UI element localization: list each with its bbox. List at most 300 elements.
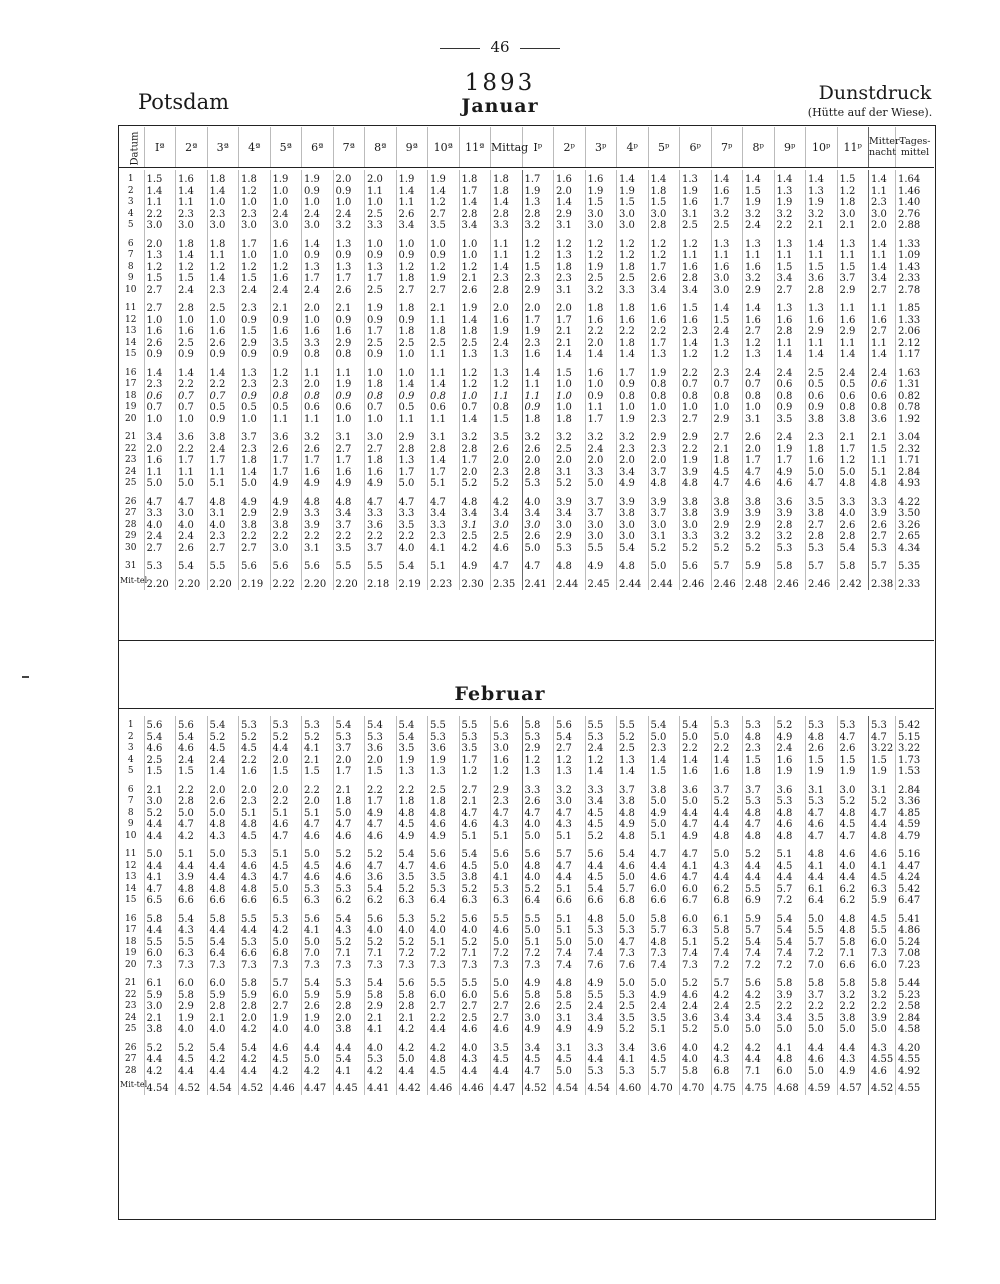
value-cell: 1.3 (428, 766, 460, 778)
value-cell: 1.7 (270, 467, 302, 479)
value-cell: 1.4 (617, 349, 649, 361)
value-cell: 3.04 (896, 425, 935, 444)
value-cell: 5.7 (711, 554, 743, 573)
value-cell: 4.8 (207, 819, 239, 831)
value-cell: 5.9 (239, 990, 271, 1002)
value-cell: 3.3 (365, 508, 397, 520)
mean-cell: 4.46 (459, 1077, 491, 1095)
value-cell: 4.9 (837, 1066, 869, 1078)
value-cell: 2.9 (491, 778, 523, 797)
value-cell: 1.33 (896, 232, 935, 251)
januar-row (118, 554, 934, 573)
column-header: 11ª (459, 127, 491, 168)
value-cell: 2.6 (207, 796, 239, 808)
value-cell: 1.0 (585, 379, 617, 391)
value-cell: 1.7 (396, 467, 428, 479)
value-cell: 1.7 (648, 338, 680, 350)
value-cell: 5.3 (491, 884, 523, 896)
value-cell: 2.0 (302, 379, 334, 391)
value-cell: 2.5 (459, 1013, 491, 1025)
value-cell: 5.2 (522, 884, 554, 896)
value-cell: 5.1 (270, 842, 302, 861)
value-cell: 2.3 (711, 361, 743, 380)
date-cell: 27 (125, 508, 137, 518)
value-cell: 2.5 (806, 361, 838, 380)
value-cell: 5.2 (459, 884, 491, 896)
station-name: Potsdam (138, 90, 230, 114)
mean-cell: 2.38 (869, 573, 896, 591)
mean-cell: 4.70 (680, 1077, 712, 1095)
value-cell: 1.1 (428, 349, 460, 361)
value-cell: 5.1 (302, 808, 334, 820)
value-cell: 2.4 (176, 285, 208, 297)
value-cell: 4.8 (806, 732, 838, 744)
value-cell: 7.0 (302, 948, 334, 960)
value-cell: 5.23 (896, 990, 935, 1002)
value-cell: 5.1 (648, 831, 680, 843)
value-cell: 3.7 (648, 508, 680, 520)
value-cell: 3.4 (491, 508, 523, 520)
value-cell: 3.7 (585, 490, 617, 509)
value-cell: 5.5 (428, 716, 460, 732)
value-cell: 5.5 (585, 543, 617, 555)
value-cell: 4.4 (144, 861, 176, 873)
page-number: 46 (0, 38, 1000, 56)
value-cell: 3.9 (711, 508, 743, 520)
year-heading: 1893 (464, 70, 536, 96)
value-cell: 3.5 (428, 220, 460, 232)
januar-row (118, 273, 934, 285)
value-cell: 1.8 (333, 796, 365, 808)
value-cell: 4.7 (554, 808, 586, 820)
value-cell: 3.7 (617, 778, 649, 797)
value-cell: 2.33 (896, 273, 935, 285)
value-cell: 2.5 (711, 220, 743, 232)
februar-row (118, 861, 934, 873)
value-cell: 1.3 (680, 170, 712, 186)
value-cell: 5.3 (869, 543, 896, 555)
value-cell: 4.5 (176, 1054, 208, 1066)
value-cell: 4.8 (617, 808, 649, 820)
value-cell: 4.4 (743, 1054, 775, 1066)
value-cell: 1.5 (176, 766, 208, 778)
value-cell: 1.0 (302, 197, 334, 209)
value-cell: 0.9 (365, 315, 397, 327)
value-cell: 5.3 (239, 842, 271, 861)
value-cell: 1.5 (239, 273, 271, 285)
value-cell: 5.4 (648, 716, 680, 732)
mean-cell: 4.41 (365, 1077, 397, 1095)
value-cell: 4.4 (333, 1036, 365, 1055)
value-cell: 3.2 (522, 220, 554, 232)
value-cell: 1.5 (743, 755, 775, 767)
value-cell: 3.2 (585, 425, 617, 444)
value-cell: 1.1 (522, 379, 554, 391)
value-cell: 3.5 (396, 520, 428, 532)
value-cell: 3.0 (585, 220, 617, 232)
value-cell: 4.1 (491, 872, 523, 884)
value-cell: 2.2 (270, 796, 302, 808)
value-cell: 3.8 (680, 490, 712, 509)
value-cell: 2.9 (711, 520, 743, 532)
value-cell: 1.5 (680, 296, 712, 315)
value-cell: 6.0 (428, 990, 460, 1002)
value-cell: 5.0 (396, 1054, 428, 1066)
value-cell: 5.0 (491, 861, 523, 873)
value-cell: 1.6 (333, 326, 365, 338)
value-cell: 2.2 (680, 361, 712, 380)
value-cell: 5.3 (396, 907, 428, 926)
value-cell: 2.2 (617, 326, 649, 338)
value-cell: 1.9 (774, 444, 806, 456)
value-cell: 4.8 (837, 907, 869, 926)
value-cell: 2.5 (617, 743, 649, 755)
value-cell: 6.6 (239, 895, 271, 907)
value-cell: 4.3 (239, 872, 271, 884)
value-cell: 1.5 (270, 766, 302, 778)
value-cell: 0.5 (270, 402, 302, 414)
value-cell: 1.4 (428, 455, 460, 467)
value-cell: 2.3 (617, 444, 649, 456)
value-cell: 6.6 (239, 948, 271, 960)
value-cell: 2.4 (270, 285, 302, 297)
value-cell: 5.6 (491, 842, 523, 861)
februar-row (118, 819, 934, 831)
value-cell: 2.4 (743, 361, 775, 380)
mean-cell: 4.52 (522, 1077, 554, 1095)
value-cell: 2.0 (239, 1013, 271, 1025)
date-cell: 23 (125, 455, 137, 465)
value-cell: 2.84 (896, 467, 935, 479)
value-cell: 5.3 (333, 732, 365, 744)
value-cell: 4.79 (896, 831, 935, 843)
value-cell: 1.8 (554, 414, 586, 426)
value-cell: 4.2 (711, 990, 743, 1002)
value-cell: 5.3 (585, 1066, 617, 1078)
value-cell: 5.42 (896, 716, 935, 732)
value-cell: 1.2 (680, 232, 712, 251)
value-cell: 2.9 (239, 338, 271, 350)
value-cell: 3.4 (648, 285, 680, 297)
value-cell: 5.7 (743, 925, 775, 937)
februar-row (118, 1001, 934, 1013)
value-cell: 3.4 (333, 508, 365, 520)
value-cell: 5.4 (396, 716, 428, 732)
date-cell: 30 (125, 542, 137, 553)
value-cell: 5.2 (459, 478, 491, 490)
mean-cell: 4.46 (428, 1077, 460, 1095)
value-cell: 4.7 (144, 490, 176, 509)
value-cell: 2.3 (239, 209, 271, 221)
value-cell: 1.0 (428, 232, 460, 251)
column-header: 2ª (176, 127, 208, 168)
mean-cell: 2.22 (270, 573, 302, 591)
value-cell: 1.8 (428, 326, 460, 338)
value-cell: 4.2 (302, 1066, 334, 1078)
value-cell: 2.3 (648, 414, 680, 426)
value-cell: 2.0 (333, 755, 365, 767)
date-cell: 19 (125, 402, 137, 412)
value-cell: 4.0 (365, 1036, 397, 1055)
value-cell: 5.9 (869, 895, 896, 907)
value-cell: 5.0 (585, 937, 617, 949)
value-cell: 5.2 (270, 732, 302, 744)
value-cell: 4.1 (617, 1054, 649, 1066)
value-cell: 3.6 (365, 872, 397, 884)
value-cell: 3.6 (680, 778, 712, 797)
value-cell: 5.3 (491, 732, 523, 744)
value-cell: 1.7 (270, 455, 302, 467)
value-cell: 4.7 (396, 861, 428, 873)
februar-row (118, 948, 934, 960)
mean-cell: 4.60 (617, 1077, 649, 1095)
value-cell: 7.1 (743, 1066, 775, 1078)
value-cell: 2.1 (837, 220, 869, 232)
value-cell: 4.0 (837, 861, 869, 873)
value-cell: 4.4 (711, 872, 743, 884)
value-cell: 0.9 (239, 315, 271, 327)
value-cell: 1.1 (743, 250, 775, 262)
value-cell: 2.7 (869, 326, 896, 338)
value-cell: 4.6 (837, 842, 869, 861)
value-cell: 5.5 (459, 971, 491, 990)
value-cell: 5.7 (774, 884, 806, 896)
value-cell: 4.2 (743, 1036, 775, 1055)
column-header: 2ᵖ (554, 127, 586, 168)
value-cell: 0.8 (365, 391, 397, 403)
value-cell: 5.0 (617, 872, 649, 884)
value-cell: 3.3 (302, 338, 334, 350)
value-cell: 5.0 (806, 907, 838, 926)
value-cell: 6.0 (869, 937, 896, 949)
value-cell: 2.0 (365, 170, 397, 186)
value-cell: 5.6 (680, 554, 712, 573)
value-cell: 5.4 (207, 937, 239, 949)
value-cell: 1.2 (459, 262, 491, 274)
value-cell: 0.8 (302, 349, 334, 361)
value-cell: 4.0 (459, 1036, 491, 1055)
value-cell: 5.1 (869, 467, 896, 479)
value-cell: 4.59 (896, 819, 935, 831)
value-cell: 1.0 (239, 197, 271, 209)
value-cell: 1.53 (896, 766, 935, 778)
value-cell: 5.3 (585, 732, 617, 744)
value-cell: 2.7 (207, 543, 239, 555)
value-cell: 4.7 (680, 842, 712, 861)
value-cell: 0.9 (144, 349, 176, 361)
column-header: 3ᵖ (585, 127, 617, 168)
value-cell: 4.20 (896, 1036, 935, 1055)
value-cell: 3.2 (837, 990, 869, 1002)
value-cell: 2.9 (554, 531, 586, 543)
value-cell: 1.6 (144, 455, 176, 467)
value-cell: 2.9 (270, 508, 302, 520)
value-cell: 2.0 (522, 455, 554, 467)
value-cell: 7.3 (617, 948, 649, 960)
value-cell: 4.3 (491, 819, 523, 831)
januar-row (118, 379, 934, 391)
value-cell: 2.4 (774, 361, 806, 380)
value-cell: 1.4 (207, 361, 239, 380)
value-cell: 0.9 (428, 250, 460, 262)
value-cell: 5.2 (743, 842, 775, 861)
value-cell: 1.7 (239, 232, 271, 251)
value-cell: 1.1 (869, 455, 896, 467)
value-cell: 5.6 (302, 907, 334, 926)
value-cell: 4.4 (270, 743, 302, 755)
value-cell: 6.3 (176, 948, 208, 960)
value-cell: 3.36 (896, 796, 935, 808)
value-cell: 0.5 (396, 402, 428, 414)
value-cell: 2.0 (270, 755, 302, 767)
column-header: 10ᵖ (806, 127, 838, 168)
value-cell: 4.0 (522, 872, 554, 884)
mean-cell: 2.46 (680, 573, 712, 591)
value-cell: 2.4 (333, 209, 365, 221)
value-cell: 2.9 (396, 425, 428, 444)
value-cell: 6.6 (554, 895, 586, 907)
value-cell: 3.6 (365, 743, 397, 755)
value-cell: 1.5 (648, 766, 680, 778)
value-cell: 5.1 (554, 925, 586, 937)
value-cell: 3.2 (869, 990, 896, 1002)
value-cell: 4.0 (522, 819, 554, 831)
value-cell: 1.0 (176, 315, 208, 327)
value-cell: 5.24 (896, 937, 935, 949)
value-cell: 1.5 (144, 766, 176, 778)
value-cell: 4.0 (680, 1036, 712, 1055)
value-cell: 4.9 (396, 831, 428, 843)
value-cell: 1.4 (806, 232, 838, 251)
value-cell: 1.3 (491, 349, 523, 361)
date-cell: 28 (125, 519, 137, 530)
value-cell: 5.4 (774, 937, 806, 949)
value-cell: 1.3 (774, 232, 806, 251)
value-cell: 2.6 (522, 531, 554, 543)
value-cell: 1.5 (648, 197, 680, 209)
value-cell: 2.3 (869, 197, 896, 209)
value-cell: 4.1 (428, 543, 460, 555)
value-cell: 3.1 (207, 508, 239, 520)
value-cell: 5.4 (302, 971, 334, 990)
value-cell: 3.5 (270, 338, 302, 350)
date-cell: 18 (125, 936, 137, 947)
value-cell: 5.4 (333, 907, 365, 926)
value-cell: 1.8 (365, 379, 397, 391)
value-cell: 5.2 (365, 842, 397, 861)
value-cell: 2.8 (207, 1001, 239, 1013)
value-cell: 2.8 (522, 209, 554, 221)
value-cell: 2.5 (459, 338, 491, 350)
value-cell: 5.1 (459, 831, 491, 843)
value-cell: 2.9 (365, 1001, 397, 1013)
value-cell: 2.5 (585, 273, 617, 285)
date-cell: 8 (127, 261, 134, 272)
value-cell: 1.4 (459, 197, 491, 209)
value-cell: 2.6 (333, 285, 365, 297)
value-cell: 2.9 (554, 209, 586, 221)
value-cell: 4.2 (239, 1024, 271, 1036)
value-cell: 0.5 (239, 402, 271, 414)
value-cell: 4.9 (585, 971, 617, 990)
januar-row (118, 455, 934, 467)
column-header: Tages-mittel (896, 127, 935, 168)
value-cell: 4.5 (396, 819, 428, 831)
value-cell: 2.0 (144, 444, 176, 456)
month-heading-januar: Januar (461, 95, 539, 117)
value-cell: 1.7 (522, 170, 554, 186)
value-cell: 1.9 (333, 379, 365, 391)
value-cell: 6.3 (302, 895, 334, 907)
value-cell: 4.1 (144, 872, 176, 884)
mean-cell: 2.20 (333, 573, 365, 591)
value-cell: 4.4 (207, 925, 239, 937)
value-cell: 3.4 (428, 508, 460, 520)
value-cell: 4.9 (617, 478, 649, 490)
value-cell: 4.8 (648, 937, 680, 949)
value-cell: 5.0 (554, 937, 586, 949)
value-cell: 2.2 (239, 755, 271, 767)
value-cell: 1.1 (428, 315, 460, 327)
value-cell: 3.1 (869, 778, 896, 797)
value-cell: 4.2 (144, 1066, 176, 1078)
februar-row (118, 895, 934, 907)
value-cell: 0.8 (648, 391, 680, 403)
value-cell: 4.1 (302, 925, 334, 937)
value-cell: 5.8 (680, 1066, 712, 1078)
value-cell: 7.3 (270, 960, 302, 972)
value-cell: 4.7 (680, 872, 712, 884)
value-cell: 5.4 (554, 732, 586, 744)
value-cell: 3.0 (302, 220, 334, 232)
value-cell: 3.0 (176, 508, 208, 520)
value-cell: 3.5 (774, 414, 806, 426)
value-cell: 4.9 (365, 478, 397, 490)
value-cell: 0.9 (585, 391, 617, 403)
mean-cell: 2.44 (617, 573, 649, 591)
value-cell: 3.5 (396, 872, 428, 884)
value-cell: 5.7 (648, 1066, 680, 1078)
value-cell: 1.8 (585, 296, 617, 315)
value-cell: 4.4 (711, 808, 743, 820)
mean-cell: 2.18 (365, 573, 397, 591)
value-cell: 1.4 (144, 361, 176, 380)
value-cell: 0.7 (711, 379, 743, 391)
value-cell: 1.8 (396, 296, 428, 315)
value-cell: 1.5 (806, 755, 838, 767)
value-cell: 1.4 (428, 186, 460, 198)
value-cell: 0.8 (711, 391, 743, 403)
value-cell: 7.1 (333, 948, 365, 960)
value-cell: 2.8 (806, 531, 838, 543)
value-cell: 1.0 (711, 402, 743, 414)
value-cell: 7.2 (396, 948, 428, 960)
value-cell: 1.33 (896, 315, 935, 327)
value-cell: 1.4 (176, 250, 208, 262)
value-cell: 5.4 (176, 554, 208, 573)
value-cell: 5.6 (459, 907, 491, 926)
column-header: 6ª (302, 127, 334, 168)
date-cell: 16 (125, 367, 137, 378)
value-cell: 5.4 (207, 1036, 239, 1055)
value-cell: 4.8 (806, 842, 838, 861)
value-cell: 4.4 (207, 1066, 239, 1078)
value-cell: 3.7 (711, 778, 743, 797)
value-cell: 1.5 (617, 197, 649, 209)
value-cell: 4.7 (365, 819, 397, 831)
februar-row (118, 755, 934, 767)
value-cell: 2.6 (491, 444, 523, 456)
